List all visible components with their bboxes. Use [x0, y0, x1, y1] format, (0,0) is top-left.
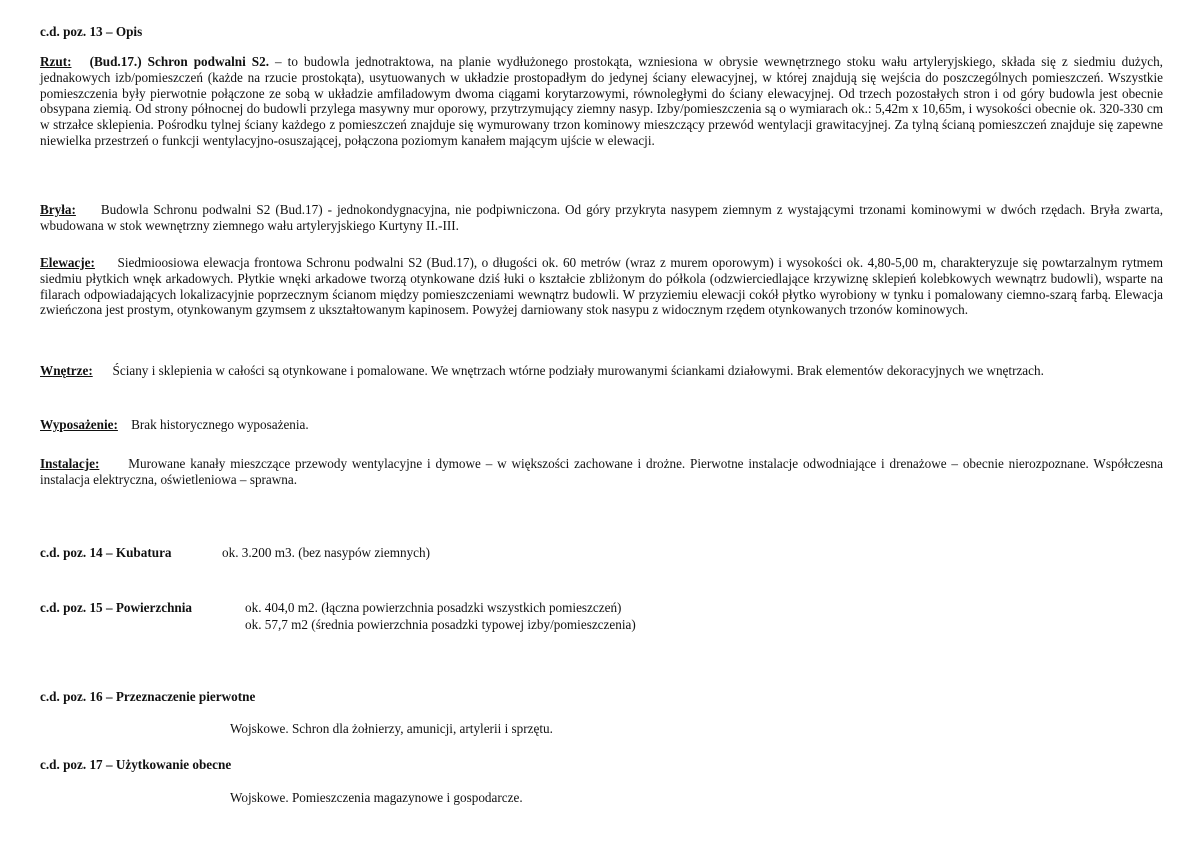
section-16-value: Wojskowe. Schron dla żołnierzy, amunicji, artylerii i sprzętu.	[230, 721, 553, 736]
elewacje-text: Siedmioosiowa elewacja frontowa Schronu podwalni S2 (Bud.17), o długości ok. 60 metrów (wraz z murem oporowym) i wysokości ok. 4,80-5,00 m, charakteryzuje się powtarzalnym rytmem siedmiu płytkich wnęk arkadowych. Płytkie wnęki arkadowe tworzą otynkowane dziś łuki o kształcie zbliżonym do półkola (odzwierciedlające krzywiznę sklepień kolebkowych wewnątrz budowli), wsparte na filarach odpowiadających lokalizacyjnie poprzecznym ścianom między pomieszczeniami wewnątrz budowli. W przyziemiu elewacji cokół płytko wyrobiony w tynku i pomalowany ciemno-szarą farbą. Elewacja zwieńczona jest prostym, otynkowanym gzymsem z ukształtowanym kapinosem. Powyżej darniowany stok nasypu z widocznym rzędem otynkowanych trzonów kominowych.	[40, 255, 1164, 318]
instalacje-paragraph	[40, 456, 1163, 488]
instalacje-label: Instalacje:	[40, 456, 100, 471]
rzut-bold-intro: (Bud.17.) Schron podwalni S2.	[89, 54, 270, 69]
wyposazenie-text: Brak historycznego wyposażenia.	[131, 417, 309, 432]
bryla-paragraph	[40, 202, 1163, 234]
section-14-title: c.d. poz. 14 – Kubatura	[40, 545, 172, 560]
elewacje-paragraph	[40, 255, 1163, 318]
elewacje-label: Elewacje:	[40, 255, 95, 270]
rzut-text: – to budowla jednotraktowa, na planie wydłużonego prostokąta, wzniesiona w obrysie wewnętrznego stoku wału artyleryjskiego, składa się z siedmiu dużych, jednakowych izb/pomieszczeń (każde na rzucie prostokąta), usytuowanych w układzie prostopadłym do jedynej ściany elewacyjnej, w której znajdują się wejścia do poszczególnych pomieszczeń. Wszystkie pomieszczenia były pierwotnie połączone ze sobą w układzie amfiladowym dwoma ciągami korytarzowymi, równoległymi do ściany elewacyjnej. Od trzech pozostałych stron i od góry budowla jest obecnie obsypana ziemią. Od strony północnej do budowli przylega masywny mur oporowy, przytrzymujący ziemny nasyp. Izby/pomieszczenia są o wymiarach ok.: 5,42m x 10,65m, i wysokości obecnie ok. 320-330 cm w strzałce sklepienia. Pośrodku tylnej ściany każdego z pomieszczeń znajduje się wymurowany trzon kominowy mieszczący przewód wentylacji grawitacyjnej. Za tylną ścianą pomieszczeń znajduje się zapewne niewielka przestrzeń o funkcji wentylacyjno-osuszającej, połączona poziomym kanałem mającym ujście w elewacji.	[40, 54, 1163, 148]
wnetrze-text: Ściany i sklepienia w całości są otynkowane i pomalowane. We wnętrzach wtórne podziały murowanymi ściankami działowymi. Brak elementów dekoracyjnych we wnętrzach.	[112, 363, 1044, 378]
section-14-value: ok. 3.200 m3. (bez nasypów ziemnych)	[222, 545, 431, 560]
bryla-label: Bryła:	[40, 202, 76, 217]
wyposazenie-label: Wyposażenie:	[40, 417, 118, 432]
wnetrze-paragraph	[40, 363, 1163, 379]
wyposazenie-paragraph	[40, 417, 1163, 433]
section-13-title: c.d. poz. 13 – Opis	[40, 24, 143, 39]
rzut-paragraph	[40, 54, 1163, 149]
wnetrze-label: Wnętrze:	[40, 363, 93, 378]
rzut-label: Rzut:	[40, 54, 72, 69]
instalacje-text: Murowane kanały mieszczące przewody wentylacyjne i dymowe – w większości zachowane i drożne. Pierwotne instalacje odwodniające i drenażowe – obecnie nierozpoznane. Współczesna instalacja elektryczna, oświetleniowa – sprawna.	[40, 456, 1163, 487]
section-17-value: Wojskowe. Pomieszczenia magazynowe i gospodarcze.	[230, 790, 523, 805]
section-17-title: c.d. poz. 17 – Użytkowanie obecne	[40, 757, 232, 772]
section-15-title: c.d. poz. 15 – Powierzchnia	[40, 600, 193, 615]
section-16-title: c.d. poz. 16 – Przeznaczenie pierwotne	[40, 689, 256, 704]
section-15-line-1: ok. 404,0 m2. (łączna powierzchnia posadzki wszystkich pomieszczeń)	[245, 600, 622, 615]
bryla-text: Budowla Schronu podwalni S2 (Bud.17) - jednokondygnacyjna, nie podpiwniczona. Od góry przykryta nasypem ziemnym z wystającymi trzonami kominowymi w dwóch rzędach. Bryła zwarta, wbudowana w stok wewnętrzny ziemnego wału artyleryjskiego Kurtyny II.-III.	[40, 202, 1164, 233]
section-15-line-2: ok. 57,7 m2 (średnia powierzchnia posadzki typowej izby/pomieszczenia)	[245, 617, 636, 632]
